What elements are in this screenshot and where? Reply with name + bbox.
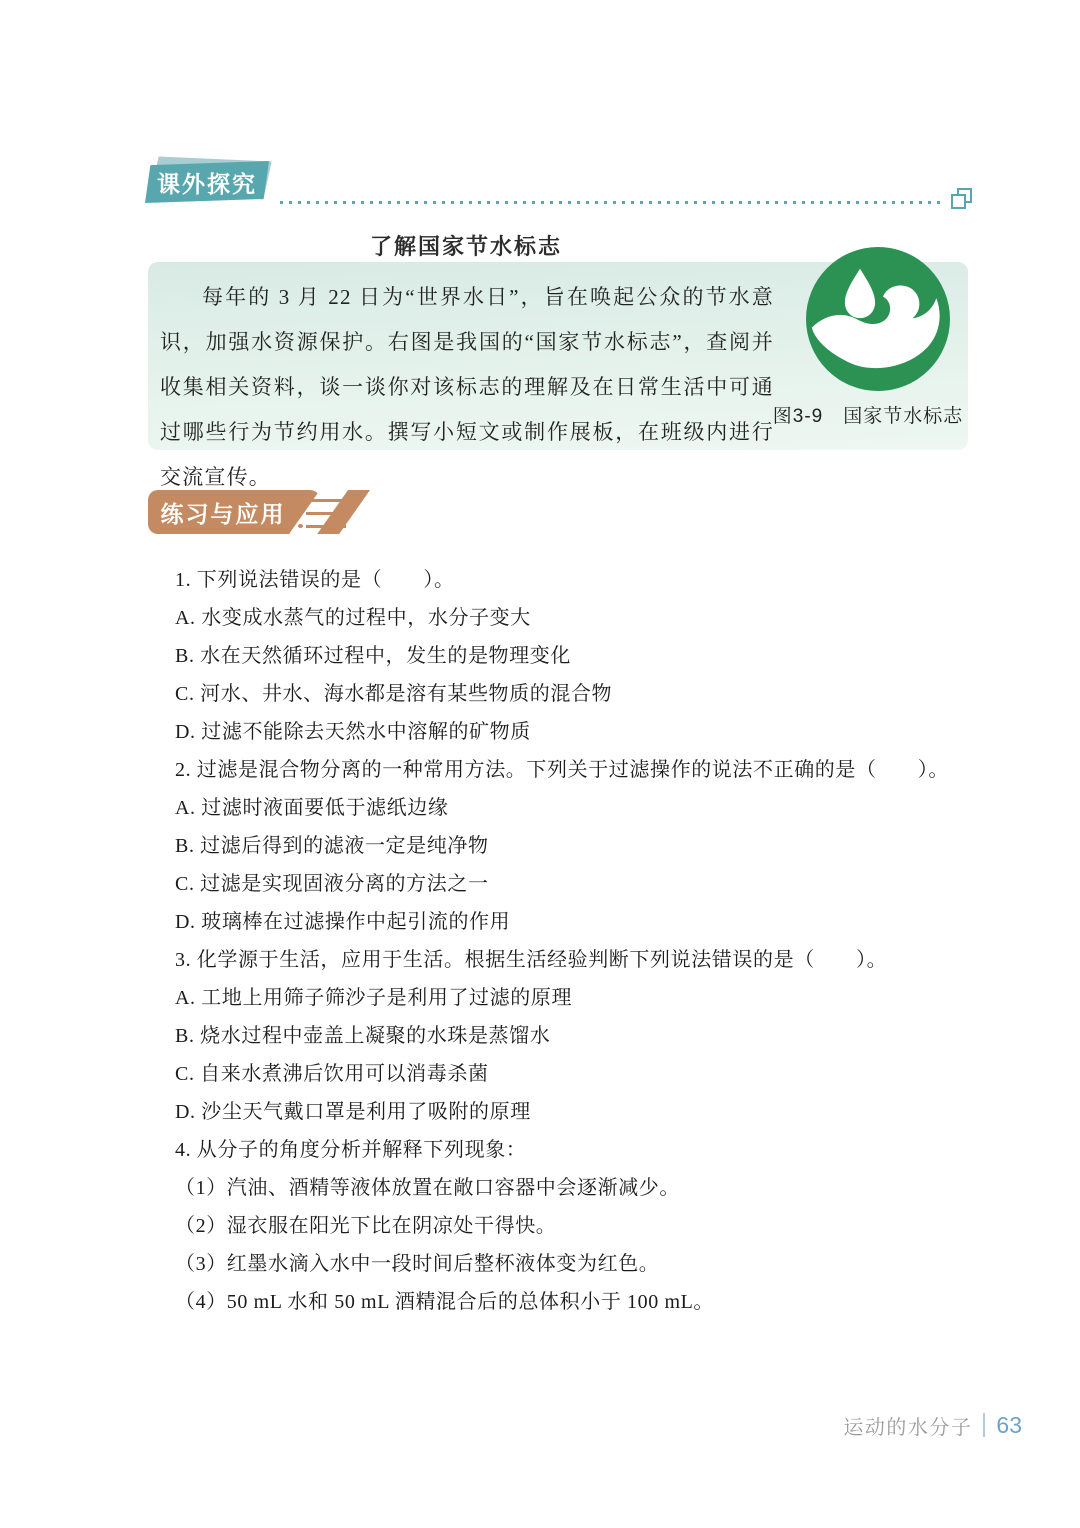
dotted-divider [280, 201, 942, 204]
exercise-line: A. 水变成水蒸气的过程中，水分子变大 [175, 607, 531, 629]
water-saving-logo-icon [806, 247, 950, 391]
exercise-line: A. 过滤时液面要低于滤纸边缘 [175, 797, 449, 819]
exercise-line: 2. 过滤是混合物分离的一种常用方法。下列关于过滤操作的说法不正确的是（ ）。 [175, 759, 949, 781]
copy-icon [950, 188, 972, 210]
exercise-line: C. 河水、井水、海水都是溶有某些物质的混合物 [175, 683, 613, 705]
exercise-line: C. 自来水煮沸后饮用可以消毒杀菌 [175, 1063, 489, 1085]
exercise-line: D. 过滤不能除去天然水中溶解的矿物质 [175, 721, 531, 743]
page-number: 63 [996, 1411, 1022, 1438]
exercise-line: 3. 化学源于生活，应用于生活。根据生活经验判断下列说法错误的是（ ）。 [175, 949, 888, 971]
exercise-line: 4. 从分子的角度分析并解释下列现象： [175, 1139, 527, 1161]
exercise-line: （1）汽油、酒精等液体放置在敞口容器中会逐渐减少。 [175, 1177, 680, 1199]
exercise-line: B. 烧水过程中壶盖上凝聚的水珠是蒸馏水 [175, 1025, 551, 1047]
exercise-line: C. 过滤是实现固液分离的方法之一 [175, 873, 489, 895]
exercises-badge-label: 练习与应用 [160, 500, 286, 527]
exercise-line: D. 沙尘天气戴口罩是利用了吸附的原理 [175, 1101, 531, 1123]
chapter-title: 运动的水分子 [843, 1416, 973, 1439]
exercise-line: 1. 下列说法错误的是（ ）。 [175, 569, 455, 591]
exercise-line: B. 过滤后得到的滤液一定是纯净物 [175, 835, 489, 857]
exercise-list [175, 561, 985, 1321]
explore-title: 了解国家节水标志 [369, 234, 562, 259]
explore-badge-label: 课外探究 [157, 170, 257, 197]
exercise-line: B. 水在天然循环过程中，发生的是物理变化 [175, 645, 571, 667]
exercises-section-badge [148, 490, 374, 534]
exercise-line: D. 玻璃棒在过滤操作中起引流的作用 [175, 911, 511, 933]
exercise-line: A. 工地上用筛子筛沙子是利用了过滤的原理 [175, 987, 573, 1009]
exercise-line: （4）50 mL 水和 50 mL 酒精混合后的总体积小于 100 mL。 [175, 1291, 715, 1313]
page-footer [843, 1410, 1022, 1440]
figure-caption: 图3-9 国家节水标志 [772, 406, 964, 427]
explore-section-badge [148, 163, 270, 202]
copy-icon-front-square [951, 194, 966, 209]
footer-divider [983, 1413, 985, 1437]
exercise-line: （3）红墨水滴入水中一段时间后整杯液体变为红色。 [175, 1253, 660, 1275]
explore-paragraph: 每年的 3 月 22 日为“世界水日”，旨在唤起公众的节水意识，加强水资源保护。右图是我国的“国家节水标志”，查阅并收集相关资料，谈一谈你对该标志的理解及在日常生活中可通过哪些行为节约用水。撰写小短文或制作展板，在班级内进行交流宣传。 [160, 285, 774, 489]
exercise-line: （2）湿衣服在阳光下比在阴凉处干得快。 [175, 1215, 557, 1237]
